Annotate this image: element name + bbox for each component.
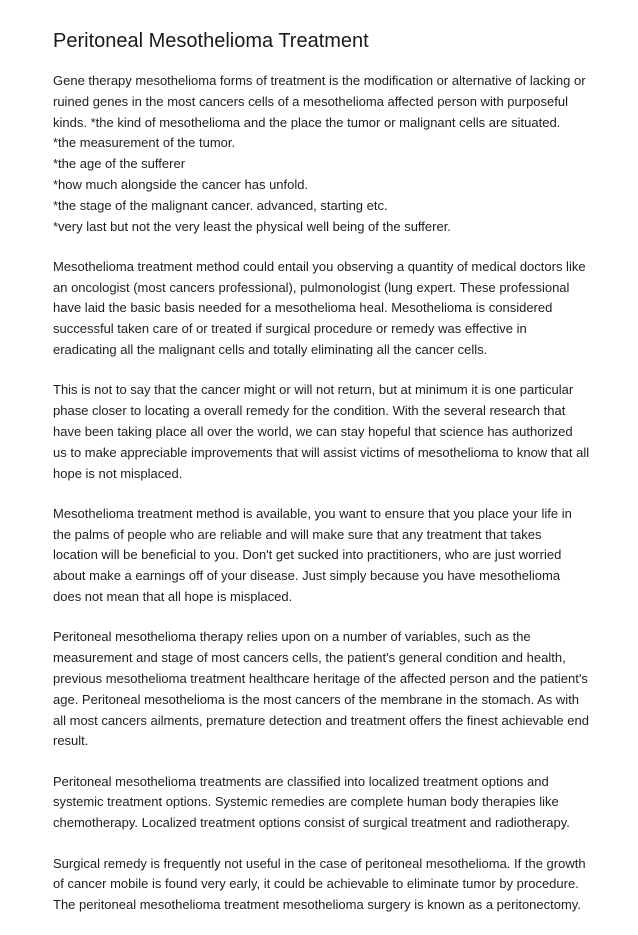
paragraph-treatment-doctors <box>53 257 593 361</box>
text-line: measurement and stage of most cancers cells, the patient's general condition and health, <box>53 650 566 666</box>
text-line: have been taking place all over the world, we can stay hopeful that science has authorized <box>53 423 573 439</box>
text-line: previous mesothelioma treatment healthcare heritage of the affected person and the patient's <box>53 670 588 686</box>
page-title: Peritoneal Mesothelioma Treatment <box>53 30 369 52</box>
text-line: Peritoneal mesothelioma therapy relies upon on a number of variables, such as the <box>53 629 531 645</box>
text-line: successful taken care of or treated if surgical procedure or remedy was effective in <box>53 321 527 337</box>
text-line: Mesothelioma treatment method is available, you want to ensure that you place your life in <box>53 505 572 521</box>
text-line: all most cancers ailments, premature detection and treatment offers the finest achievable end <box>53 712 589 728</box>
text-line: phase closer to locating a overall remedy for the condition. With the several research that <box>53 403 566 419</box>
text-line: eradicating all the malignant cells and totally eliminating all the cancer cells. <box>53 342 488 358</box>
text-line: ruined genes in the most cancers cells of a mesothelioma affected person with purposeful <box>53 93 568 109</box>
text-line: Mesothelioma treatment method could entail you observing a quantity of medical doctors like <box>53 258 586 274</box>
text-line: Peritoneal mesothelioma treatments are classified into localized treatment options and <box>53 773 549 789</box>
text-line: us to make appreciable improvements that will assist victims of mesothelioma to know that all <box>53 444 590 460</box>
paragraph-treatment-classes <box>53 772 593 834</box>
bullet-line: *the age of the sufferer <box>53 156 186 172</box>
text-line: chemotherapy. Localized treatment options consist of surgical treatment and radiotherapy. <box>53 815 570 831</box>
text-line: about make a earnings off of your disease. Just simply because you have mesothelioma <box>53 568 561 584</box>
document-page <box>53 28 593 935</box>
text-line: systemic treatment options. Systemic remedies are complete human body therapies like <box>53 794 559 810</box>
paragraph-therapy-variables <box>53 627 593 752</box>
paragraph-hope <box>53 380 593 484</box>
bullet-line: *the stage of the malignant cancer. advanced, starting etc. <box>53 197 388 213</box>
text-line: age. Peritoneal mesothelioma is the most cancers of the membrane in the stomach. As with <box>53 691 580 707</box>
paragraph-gene-therapy <box>53 71 593 237</box>
text-line: does not mean that all hope is misplaced. <box>53 589 293 605</box>
bullet-line: *how much alongside the cancer has unfold. <box>53 176 309 192</box>
text-line: the palms of people who are reliable and will make sure that any treatment that takes <box>53 526 542 542</box>
text-line: have laid the basic basis needed for a mesothelioma heal. Mesothelioma is considered <box>53 300 553 316</box>
paragraph-reliable-care <box>53 504 593 608</box>
text-line: location will be beneficial to you. Don't get sucked into practitioners, who are just worried <box>53 547 562 563</box>
text-line: This is not to say that the cancer might or will not return, but at minimum it is one particular <box>53 382 574 398</box>
bullet-line: *very last but not the very least the physical well being of the sufferer. <box>53 218 451 234</box>
text-line: Surgical remedy is frequently not useful in the case of peritoneal mesothelioma. If the growth <box>53 855 586 871</box>
paragraph-surgical-remedy <box>53 854 593 916</box>
text-line: Gene therapy mesothelioma forms of treatment is the modification or alternative of lacking or <box>53 73 586 88</box>
text-line: result. <box>53 733 89 749</box>
text-line: The peritoneal mesothelioma treatment mesothelioma surgery is known as a peritonectomy. <box>53 897 581 913</box>
text-line: hope is not misplaced. <box>53 465 183 481</box>
text-line: of cancer mobile is found very early, it could be achievable to eliminate tumor by procedure. <box>53 876 579 892</box>
text-line: kinds. *the kind of mesothelioma and the place the tumor or malignant cells are situated. <box>53 114 561 130</box>
document-body <box>53 71 593 916</box>
text-line: an oncologist (most cancers professional), pulmonologist (lung expert. These professional <box>53 279 570 295</box>
bullet-line: *the measurement of the tumor. <box>53 135 236 151</box>
